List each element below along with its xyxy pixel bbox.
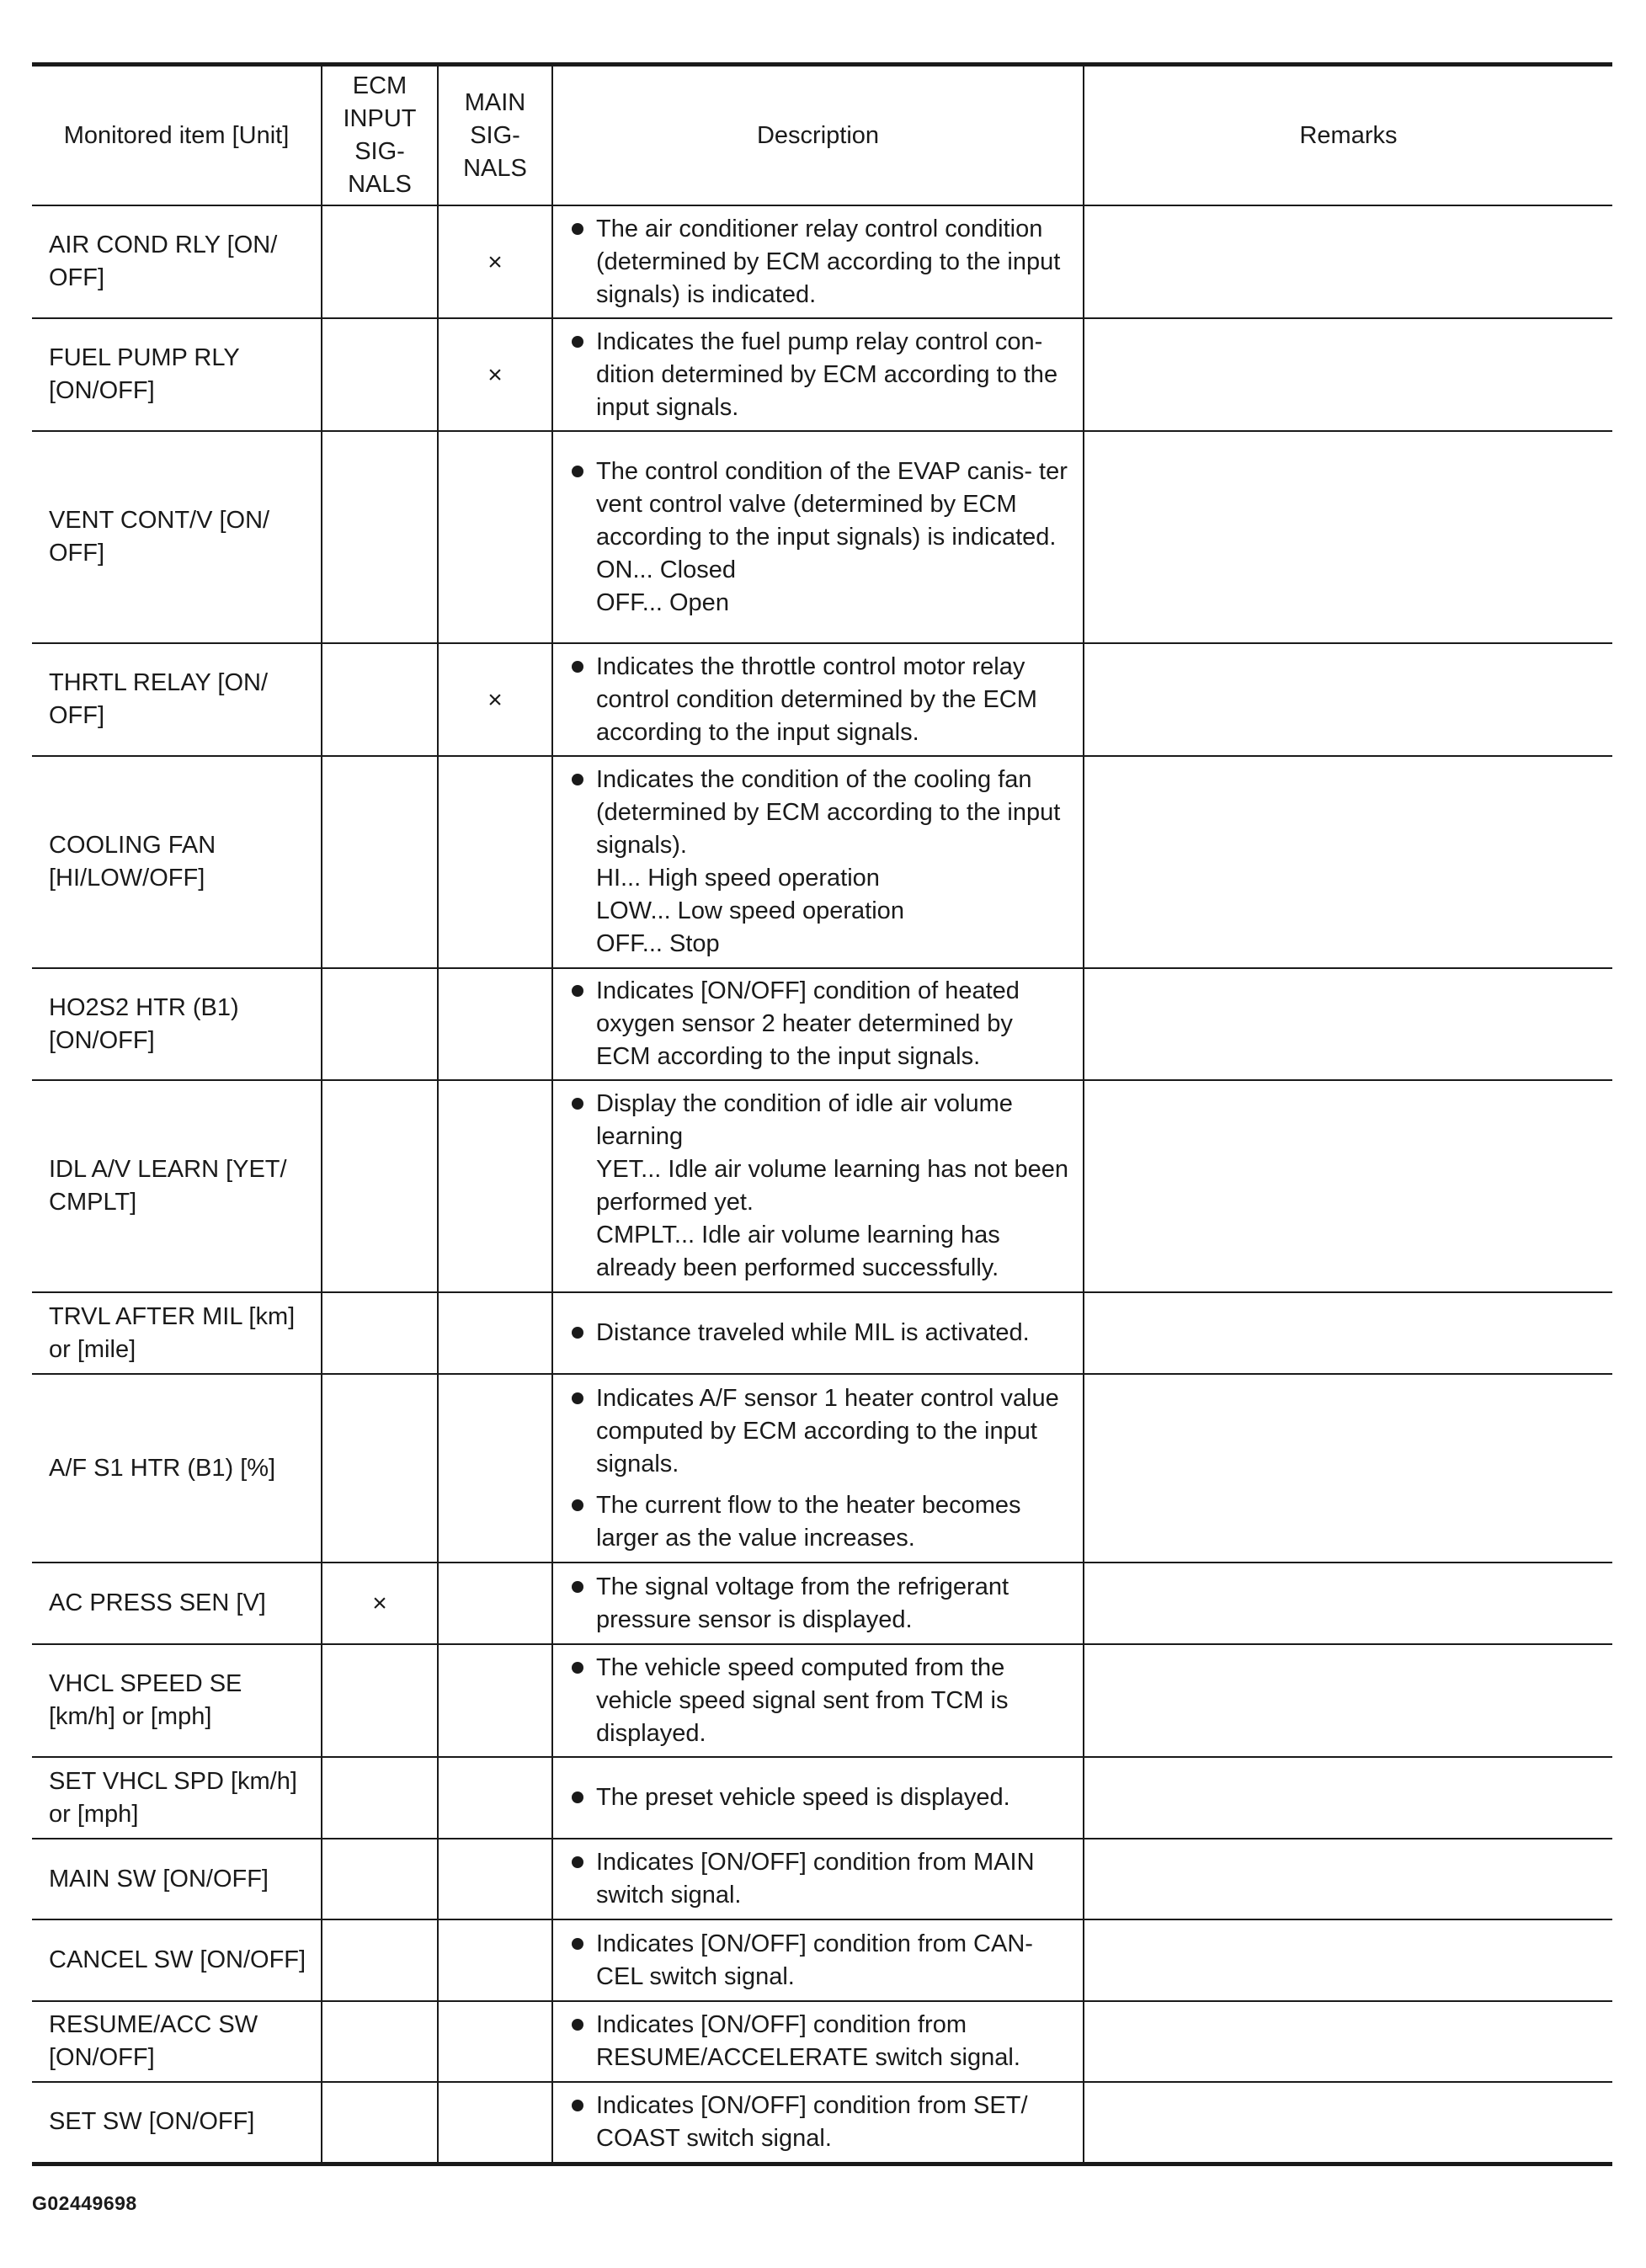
- ecm-input-signal-cell: [322, 1644, 438, 1757]
- ecm-input-signal-cell: ×: [322, 1563, 438, 1644]
- monitored-item-cell: TRVL AFTER MIL [km] or [mile]: [32, 1292, 322, 1374]
- description-value-line: LOW... Low speed operation: [596, 897, 904, 924]
- description-text: The current flow to the heater becomes larger as the value increases.: [596, 1491, 1021, 1552]
- ecm-input-signal-cell: [322, 643, 438, 756]
- ecm-input-signal-cell: [322, 431, 438, 643]
- description-bullet-list: [570, 1928, 1073, 1994]
- monitored-item-cell: RESUME/ACC SW [ON/OFF]: [32, 2001, 322, 2082]
- description-value-line: OFF... Stop: [596, 930, 720, 957]
- description-text: Indicates [ON/OFF] condition from SET/ COAST switch signal.: [596, 2091, 1028, 2152]
- description-bullet: [570, 1571, 1073, 1637]
- remarks-cell: [1084, 318, 1612, 431]
- description-bullet-list: [570, 2090, 1073, 2155]
- description-cell: [552, 205, 1084, 318]
- main-signal-cell: [438, 1919, 552, 2001]
- ecm-input-signal-cell: [322, 2082, 438, 2164]
- main-signal-cell: [438, 1757, 552, 1839]
- description-bullet: [570, 1088, 1073, 1285]
- main-signal-cell: [438, 968, 552, 1080]
- description-text: Indicates A/F sensor 1 heater control value computed by ECM according to the input signals.: [596, 1384, 1059, 1477]
- monitored-item-cell: VENT CONT/V [ON/ OFF]: [32, 431, 322, 643]
- monitored-item-cell: MAIN SW [ON/OFF]: [32, 1839, 322, 1919]
- ecm-input-signal-cell: [322, 1839, 438, 1919]
- description-cell: [552, 1757, 1084, 1839]
- description-bullet-list: [570, 1846, 1073, 1912]
- ecm-input-signal-cell: [322, 968, 438, 1080]
- monitored-item-cell: SET VHCL SPD [km/h] or [mph]: [32, 1757, 322, 1839]
- description-cell: [552, 643, 1084, 756]
- table-body: [32, 205, 1612, 2164]
- main-signal-cell: ×: [438, 643, 552, 756]
- remarks-cell: [1084, 205, 1612, 318]
- ecm-input-signal-cell: [322, 2001, 438, 2082]
- description-text: Indicates the throttle control motor relay control condition determined by the ECM according to the input signals.: [596, 652, 1037, 746]
- description-cell: [552, 1292, 1084, 1374]
- description-bullet: [570, 326, 1073, 424]
- description-text: Indicates [ON/OFF] condition of heated oxygen sensor 2 heater determined by ECM according to the input signals.: [596, 977, 1020, 1070]
- remarks-cell: [1084, 1644, 1612, 1757]
- description-bullet-list: [570, 975, 1073, 1073]
- monitored-item-cell: COOLING FAN [HI/LOW/OFF]: [32, 756, 322, 968]
- monitored-item-cell: AC PRESS SEN [V]: [32, 1563, 322, 1644]
- monitored-item-cell: IDL A/V LEARN [YET/ CMPLT]: [32, 1080, 322, 1292]
- description-cell: [552, 1563, 1084, 1644]
- main-signal-cell: [438, 1080, 552, 1292]
- ecm-input-signal-cell: [322, 318, 438, 431]
- monitored-item-cell: FUEL PUMP RLY [ON/OFF]: [32, 318, 322, 431]
- description-cell: [552, 1644, 1084, 1757]
- ecm-input-signal-cell: [322, 205, 438, 318]
- table-row: [32, 756, 1612, 968]
- description-value-line: ON... Closed: [596, 556, 736, 583]
- monitored-item-cell: AIR COND RLY [ON/ OFF]: [32, 205, 322, 318]
- table-header-row: [32, 65, 1612, 206]
- table-row: [32, 1757, 1612, 1839]
- ecm-input-signal-cell: [322, 1757, 438, 1839]
- description-cell: [552, 1374, 1084, 1563]
- remarks-cell: [1084, 2082, 1612, 2164]
- monitored-item-cell: A/F S1 HTR (B1) [%]: [32, 1374, 322, 1563]
- main-signal-cell: [438, 1644, 552, 1757]
- main-signal-cell: ×: [438, 205, 552, 318]
- description-bullet: [570, 455, 1073, 620]
- remarks-cell: [1084, 2001, 1612, 2082]
- description-text: Distance traveled while MIL is activated.: [596, 1319, 1030, 1346]
- description-text: The signal voltage from the refrigerant pressure sensor is displayed.: [596, 1573, 1009, 1633]
- table-row: [32, 1839, 1612, 1919]
- description-bullet: [570, 1489, 1073, 1555]
- main-signal-cell: [438, 1374, 552, 1563]
- description-cell: [552, 968, 1084, 1080]
- description-bullet-list: [570, 1317, 1073, 1350]
- description-bullet: [570, 1382, 1073, 1481]
- main-signal-cell: [438, 1563, 552, 1644]
- description-bullet: [570, 1652, 1073, 1750]
- description-text: Indicates [ON/OFF] condition from RESUME/ACCELERATE switch signal.: [596, 2011, 1020, 2071]
- main-signal-cell: [438, 1292, 552, 1374]
- description-bullet: [570, 1781, 1073, 1814]
- description-cell: [552, 2001, 1084, 2082]
- remarks-cell: [1084, 643, 1612, 756]
- ecm-input-signal-cell: [322, 756, 438, 968]
- remarks-cell: [1084, 1374, 1612, 1563]
- description-text: Indicates [ON/OFF] condition from CAN- CEL switch signal.: [596, 1930, 1033, 1990]
- remarks-cell: [1084, 1757, 1612, 1839]
- description-text: The control condition of the EVAP canis- ter vent control valve (determined by ECM according to the input signals) is indicated.: [596, 457, 1068, 551]
- description-cell: [552, 1919, 1084, 2001]
- description-cell: [552, 756, 1084, 968]
- ecm-input-signal-cell: [322, 1374, 438, 1563]
- table-row: [32, 1292, 1612, 1374]
- table-row: [32, 968, 1612, 1080]
- main-signal-cell: [438, 756, 552, 968]
- header-remarks: Remarks: [1084, 65, 1612, 206]
- remarks-cell: [1084, 431, 1612, 643]
- table-row: [32, 1563, 1612, 1644]
- table-row: [32, 318, 1612, 431]
- header-main-signals: MAIN SIG- NALS: [438, 65, 552, 206]
- description-text: The preset vehicle speed is displayed.: [596, 1784, 1010, 1811]
- remarks-cell: [1084, 1292, 1612, 1374]
- description-bullet: [570, 1846, 1073, 1912]
- description-cell: [552, 431, 1084, 643]
- main-signal-cell: [438, 1839, 552, 1919]
- description-bullet: [570, 651, 1073, 749]
- spec-table-page: [32, 62, 1612, 2166]
- description-text: Display the condition of idle air volume learning: [596, 1090, 1013, 1150]
- description-cell: [552, 2082, 1084, 2164]
- description-bullet: [570, 1928, 1073, 1994]
- description-bullet: [570, 2090, 1073, 2155]
- description-text: Indicates the fuel pump relay control con- dition determined by ECM according to the input signals.: [596, 327, 1058, 421]
- main-signal-cell: [438, 2001, 552, 2082]
- table-row: [32, 1080, 1612, 1292]
- description-bullet-list: [570, 764, 1073, 961]
- table-row: [32, 1644, 1612, 1757]
- table-row: [32, 2082, 1612, 2164]
- monitored-item-cell: HO2S2 HTR (B1) [ON/OFF]: [32, 968, 322, 1080]
- description-bullet: [570, 975, 1073, 1073]
- description-bullet-list: [570, 326, 1073, 424]
- main-signal-cell: [438, 2082, 552, 2164]
- description-bullet-list: [570, 213, 1073, 311]
- remarks-cell: [1084, 756, 1612, 968]
- remarks-cell: [1084, 1080, 1612, 1292]
- header-description: Description: [552, 65, 1084, 206]
- description-cell: [552, 1080, 1084, 1292]
- description-cell: [552, 1839, 1084, 1919]
- remarks-cell: [1084, 1563, 1612, 1644]
- description-bullet: [570, 764, 1073, 961]
- remarks-cell: [1084, 1919, 1612, 2001]
- main-signal-cell: ×: [438, 318, 552, 431]
- description-text: The vehicle speed computed from the vehicle speed signal sent from TCM is displayed.: [596, 1653, 1009, 1747]
- description-value-line: CMPLT... Idle air volume learning has already been performed successfully.: [596, 1222, 1000, 1281]
- ecm-input-signal-cell: [322, 1080, 438, 1292]
- description-bullet: [570, 213, 1073, 311]
- header-ecm-input-signals: ECM INPUT SIG- NALS: [322, 65, 438, 206]
- description-bullet-list: [570, 2009, 1073, 2074]
- monitored-item-cell: CANCEL SW [ON/OFF]: [32, 1919, 322, 2001]
- description-text: Indicates the condition of the cooling fan (determined by ECM according to the input signals).: [596, 766, 1061, 859]
- description-text: Indicates [ON/OFF] condition from MAIN switch signal.: [596, 1849, 1035, 1909]
- ecm-input-signal-cell: [322, 1919, 438, 2001]
- description-value-line: HI... High speed operation: [596, 865, 880, 892]
- description-bullet: [570, 2009, 1073, 2074]
- header-monitored-item: Monitored item [Unit]: [32, 65, 322, 206]
- remarks-cell: [1084, 968, 1612, 1080]
- description-bullet-list: [570, 455, 1073, 620]
- monitor-items-table: [32, 62, 1612, 2166]
- table-row: [32, 205, 1612, 318]
- table-row: [32, 1919, 1612, 2001]
- table-row: [32, 431, 1612, 643]
- description-bullet-list: [570, 1652, 1073, 1750]
- description-bullet-list: [570, 651, 1073, 749]
- description-value-line: YET... Idle air volume learning has not been performed yet.: [596, 1156, 1068, 1216]
- table-row: [32, 1374, 1612, 1563]
- description-text: The air conditioner relay control condition (determined by ECM according to the input signals) is indicated.: [596, 215, 1061, 308]
- ecm-input-signal-cell: [322, 1292, 438, 1374]
- description-bullet-list: [570, 1781, 1073, 1814]
- description-bullet-list: [570, 1088, 1073, 1285]
- remarks-cell: [1084, 1839, 1612, 1919]
- table-row: [32, 643, 1612, 756]
- description-bullet: [570, 1317, 1073, 1350]
- monitored-item-cell: VHCL SPEED SE [km/h] or [mph]: [32, 1644, 322, 1757]
- description-bullet-list: [570, 1571, 1073, 1637]
- monitored-item-cell: THRTL RELAY [ON/ OFF]: [32, 643, 322, 756]
- main-signal-cell: [438, 431, 552, 643]
- description-value-line: OFF... Open: [596, 588, 729, 616]
- table-row: [32, 2001, 1612, 2082]
- description-bullet-list: [570, 1382, 1073, 1555]
- description-cell: [552, 318, 1084, 431]
- monitored-item-cell: SET SW [ON/OFF]: [32, 2082, 322, 2164]
- figure-id: G02449698: [32, 2192, 137, 2214]
